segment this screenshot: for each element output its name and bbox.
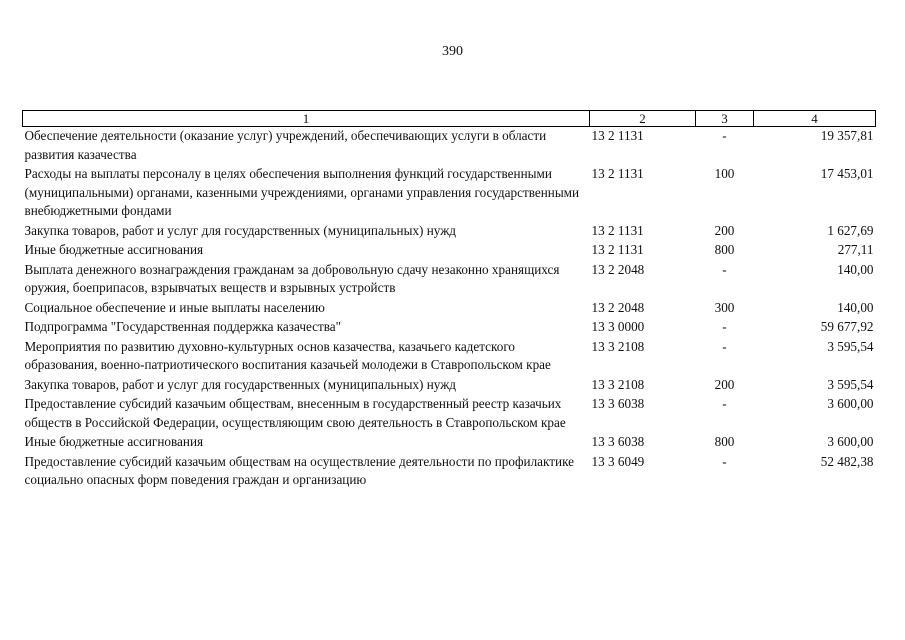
row-amount-cell: 1 627,69 — [827, 222, 874, 238]
page-number: 390 — [442, 44, 463, 59]
table-row — [23, 299, 876, 319]
row-amount-cell: 3 600,00 — [827, 396, 874, 411]
header-row — [23, 111, 876, 127]
row-amount-cell: 52 482,38 — [820, 453, 874, 469]
row-expense-type-cell: 800 — [714, 434, 735, 449]
row-code-cell: 13 3 6038 — [591, 434, 645, 449]
table-row — [23, 433, 876, 453]
row-code-cell: 13 3 0000 — [591, 319, 645, 334]
table-row — [23, 338, 876, 376]
row-code-cell: 13 2 1131 — [591, 166, 644, 181]
table-row — [23, 261, 876, 299]
row-amount-cell: 3 595,54 — [827, 338, 874, 354]
table-row — [23, 222, 876, 242]
row-name-cell: Социальное обеспечение и иные выплаты населению — [24, 299, 325, 315]
row-amount-cell: 17 453,01 — [820, 166, 874, 181]
row-name-cell: Подпрограмма "Государственная поддержка казачества" — [24, 319, 342, 334]
row-name-cell: Предоставление субсидий казачьим обществам на осуществление деятельности по профилактике социально опасных форм поведения граждан и организацию — [24, 453, 575, 487]
table-row — [23, 395, 876, 433]
row-code-cell: 13 2 2048 — [591, 261, 645, 277]
table-row — [23, 241, 876, 261]
row-amount-cell: 140,00 — [837, 299, 874, 315]
row-amount-cell: 277,11 — [837, 242, 874, 257]
row-name-cell: Закупка товаров, работ и услуг для государственных (муниципальных) нужд — [24, 376, 457, 392]
row-expense-type-cell: 800 — [714, 242, 735, 257]
row-amount-cell: 140,00 — [837, 261, 874, 277]
row-code-cell: 13 3 2108 — [591, 338, 645, 354]
row-code-cell: 13 2 1131 — [591, 222, 644, 238]
row-code-cell: 13 2 1131 — [591, 242, 644, 257]
row-name-cell: Иные бюджетные ассигнования — [24, 242, 204, 257]
row-name-cell: Выплата денежного вознаграждения гражданам за добровольную сдачу незаконно хранящихся оружия, боеприпасов, взрывчатых веществ и взрывных устройств — [24, 261, 560, 295]
header-col-1: 1 — [23, 111, 590, 127]
row-name-cell: Обеспечение деятельности (оказание услуг) учреждений, обеспечивающих услуги в области развития казачества — [24, 128, 547, 162]
row-code-cell: 13 2 2048 — [591, 299, 645, 315]
row-expense-type-cell: - — [722, 453, 727, 469]
row-expense-type-cell: 100 — [714, 166, 735, 181]
row-amount-cell: 59 677,92 — [820, 319, 874, 334]
row-name-cell: Предоставление субсидий казачьим обществам, внесенным в государственный реестр казачьих обществ в Российской Федерации, осуществляющим свою деятельность в Ставропольском крае — [24, 396, 566, 430]
table-header — [23, 111, 876, 127]
row-expense-type-cell: - — [722, 338, 727, 354]
row-name-cell: Расходы на выплаты персоналу в целях обеспечения выполнения функций государственными (муниципальными) органами, казенными учреждениями, органами управления государственными внебюджетными фондами — [24, 166, 580, 218]
table-row — [23, 376, 876, 396]
row-expense-type-cell: - — [722, 261, 727, 277]
table-row — [23, 165, 876, 222]
row-name-cell: Закупка товаров, работ и услуг для государственных (муниципальных) нужд — [24, 222, 457, 238]
row-code-cell: 13 3 2108 — [591, 376, 645, 392]
row-expense-type-cell: - — [722, 128, 727, 143]
row-expense-type-cell: 200 — [714, 222, 735, 238]
table-row — [23, 127, 876, 166]
row-code-cell: 13 3 6038 — [591, 396, 645, 411]
header-col-4: 4 — [754, 111, 876, 127]
header-col-2: 2 — [590, 111, 696, 127]
budget-table — [22, 110, 876, 491]
table-body — [23, 127, 876, 491]
row-amount-cell: 3 600,00 — [827, 434, 874, 449]
row-amount-cell: 19 357,81 — [820, 128, 874, 143]
row-amount-cell: 3 595,54 — [827, 376, 874, 392]
row-code-cell: 13 3 6049 — [591, 453, 645, 469]
row-expense-type-cell: 200 — [714, 376, 735, 392]
row-expense-type-cell: - — [722, 396, 727, 411]
row-expense-type-cell: - — [722, 319, 727, 334]
row-code-cell: 13 2 1131 — [591, 128, 644, 143]
row-name-cell: Мероприятия по развитию духовно-культурных основ казачества, казачьего кадетского образования, военно-патриотического воспитания казачьей молодежи в Ставропольском крае — [24, 338, 551, 372]
row-name-cell: Иные бюджетные ассигнования — [24, 434, 204, 449]
table-row — [23, 318, 876, 338]
row-expense-type-cell: 300 — [714, 299, 735, 315]
table-row — [23, 453, 876, 491]
header-col-3: 3 — [696, 111, 754, 127]
